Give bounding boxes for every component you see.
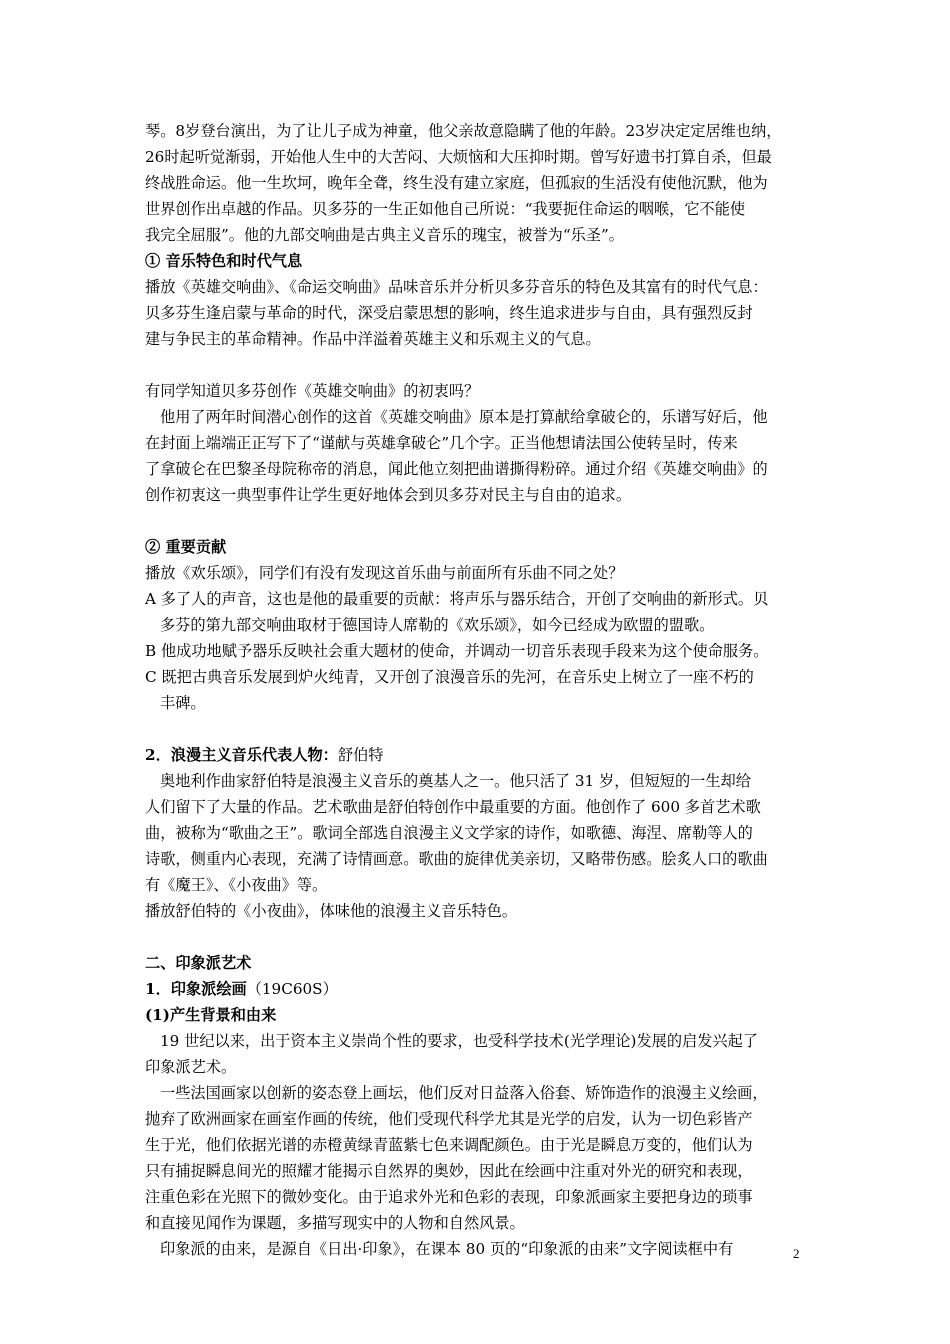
subsection-heading: (1)产生背景和由来 (145, 1006, 277, 1024)
page-number: 2 (793, 1246, 800, 1261)
paragraph-line: 人们留下了大量的作品。艺术歌曲是舒伯特创作中最重要的方面。他创作了 600 多首艺术歌 (145, 798, 761, 816)
blank-line (145, 924, 817, 950)
heading-rest: （19C60S） (246, 980, 338, 998)
paragraph-line: 创作初衷这一典型事件让学生更好地体会到贝多芬对民主与自由的追求。 (145, 486, 631, 504)
paragraph-line: 了拿破仑在巴黎圣母院称帝的消息，闻此他立刻把曲谱撕得粉碎。通过介绍《英雄交响曲》的 (145, 460, 768, 478)
list-item: B 他成功地赋予器乐反映社会重大题材的使命，并调动一切音乐表现手段来为这个使命服务。 (145, 642, 769, 660)
list-item: A 多了人的声音，这也是他的最重要的贡献：将声乐与器乐结合，开创了交响曲的新形式。贝 (145, 590, 769, 608)
paragraph-line: 终战胜命运。他一生坎坷，晚年全聋，终生没有建立家庭，但孤寂的生活没有使他沉默，他为 (145, 174, 768, 192)
list-item-continuation: 丰碑。 (160, 694, 206, 712)
paragraph-line: 有《魔王》、《小夜曲》等。 (145, 876, 328, 894)
heading-rest: 舒伯特 (337, 746, 384, 764)
paragraph-line: 他用了两年时间潜心创作的这首《英雄交响曲》原本是打算献给拿破仑的，乐谱写好后，他 (160, 408, 768, 426)
paragraph-line: 一些法国画家以创新的姿态登上画坛，他们反对日益落入俗套、矫饰造作的浪漫主义绘画， (160, 1084, 768, 1102)
paragraph-line: 播放舒伯特的《小夜曲》，体味他的浪漫主义音乐特色。 (145, 902, 518, 920)
section-heading: ① 音乐特色和时代气息 (145, 252, 303, 270)
paragraph-line: 琴。8岁登台演出，为了让儿子成为神童，他父亲故意隐瞒了他的年龄。23岁决定定居维也纳， (145, 122, 782, 140)
heading-bold-part: 1．印象派绘画 (145, 980, 247, 998)
section-heading: ② 重要贡献 (145, 538, 227, 556)
section-heading (145, 976, 817, 1002)
chapter-heading: 二、印象派艺术 (145, 954, 252, 972)
paragraph-line: 注重色彩在光照下的微妙变化。由于追求外光和色彩的表现，印象派画家主要把身边的琐事 (145, 1188, 753, 1206)
paragraph-line: 26时起听觉渐弱，开始他人生中的大苦闷、大烦恼和大压抑时期。曾写好遗书打算自杀，但最 (145, 148, 772, 166)
paragraph-line: 世界创作出卓越的作品。贝多芬的一生正如他自己所说：“我要扼住命运的咽喉，它不能使 (145, 200, 746, 218)
paragraph-line: 奥地利作曲家舒伯特是浪漫主义音乐的奠基人之一。他只活了 31 岁，但短短的一生却给 (160, 772, 751, 790)
paragraph-line: 只有捕捉瞬息间光的照耀才能揭示自然界的奥妙，因此在绘画中注重对外光的研究和表现， (145, 1162, 753, 1180)
paragraph-line: 我完全屈服”。他的九部交响曲是古典主义音乐的瑰宝，被誉为“乐圣”。 (145, 226, 624, 244)
document-body (145, 118, 817, 1262)
paragraph-line: 19 世纪以来，出于资本主义崇尚个性的要求，也受科学技术(光学理论)发展的启发兴起了 (160, 1032, 758, 1050)
blank-line (145, 716, 817, 742)
list-item-continuation: 多芬的第九部交响曲取材于德国诗人席勒的《欢乐颂》，如今已经成为欧盟的盟歌。 (160, 616, 715, 634)
paragraph-line: 生于光，他们依据光谱的赤橙黄绿青蓝紫七色来调配颜色。由于光是瞬息万变的，他们认为 (145, 1136, 753, 1154)
paragraph-line: 抛弃了欧洲画家在画室作画的传统，他们受现代科学尤其是光学的启发，认为一切色彩皆产 (145, 1110, 753, 1128)
blank-line (145, 352, 817, 378)
paragraph-line: 曲，被称为“歌曲之王”。歌词全部选自浪漫主义文学家的诗作，如歌德、海涅、席勒等人的 (145, 824, 753, 842)
paragraph-line: 印象派艺术。 (145, 1058, 237, 1076)
paragraph-line: 贝多芬生逢启蒙与革命的时代，深受启蒙思想的影响，终生追求进步与自由，具有强烈反封 (145, 304, 753, 322)
paragraph-line: 和直接见闻作为课题，多描写现实中的人物和自然风景。 (145, 1214, 525, 1232)
paragraph-line: 在封面上端端正正写下了“谨献与英雄拿破仑”几个字。正当他想请法国公使转呈时，传来 (145, 434, 738, 452)
paragraph-line: 建与争民主的革命精神。作品中洋溢着英雄主义和乐观主义的气息。 (145, 330, 601, 348)
paragraph-line: 印象派的由来，是源自《日出·印象》，在课本 80 页的“印象派的由来”文字阅读框中有 (160, 1240, 734, 1258)
paragraph-line: 播放《欢乐颂》，同学们有没有发现这首乐曲与前面所有乐曲不同之处？ (145, 564, 624, 582)
blank-line (145, 508, 817, 534)
heading-bold-part: 2．浪漫主义音乐代表人物： (145, 746, 338, 764)
question-line: 有同学知道贝多芬创作《英雄交响曲》的初衷吗？ (145, 382, 480, 400)
paragraph-line: 播放《英雄交响曲》、《命运交响曲》品味音乐并分析贝多芬音乐的特色及其富有的时代气息： (145, 278, 768, 296)
list-item: C 既把古典音乐发展到炉火纯青，又开创了浪漫音乐的先河，在音乐史上树立了一座不朽的 (145, 668, 754, 686)
paragraph-line: 诗歌，侧重内心表现，充满了诗情画意。歌曲的旋律优美亲切，又略带伤感。脍炙人口的歌曲 (145, 850, 768, 868)
section-heading (145, 742, 817, 768)
